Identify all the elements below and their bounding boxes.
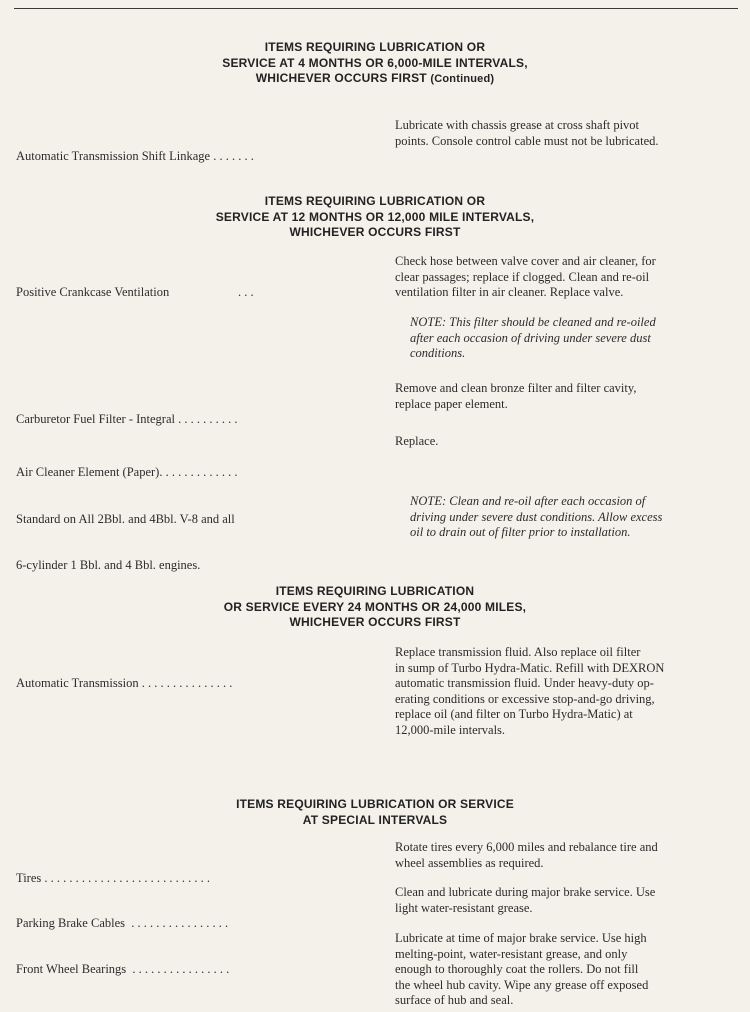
section-heading-4-months: ITEMS REQUIRING LUBRICATION OR SERVICE AT 4 MONTHS OR 6,000-MILE INTERVALS, WHICHEVER OCCURS FIRST (Continued) bbox=[222, 40, 528, 85]
item-front-wheel-bearings: Front Wheel Bearings . . . . . . . . . . . . . . . . bbox=[16, 962, 230, 976]
desc-parking-brake-cables: Clean and lubricate during major brake service. Use light water-resistant grease. bbox=[395, 885, 656, 915]
item-air-cleaner: Air Cleaner Element (Paper). . . . . . . . . . . . . Standard on All 2Bbl. and 4Bbl. V-8 and all 6-cylinder 1 Bbl. and 4 Bbl. engines. bbox=[16, 465, 238, 572]
desc-automatic-transmission: Replace transmission fluid. Also replace oil filter in sump of Turbo Hydra-Matic. Refill with DEXRON automatic transmission fluid. Under heavy-duty op- erating conditions or excessive stop-and-go driving, replace oil (and filter on Turbo Hydra-Matic) at 12,000-mile intervals. bbox=[395, 645, 665, 737]
item-pcv: Positive Crankcase Ventilation . . . bbox=[16, 285, 254, 299]
note-air-cleaner: NOTE: Clean and re-oil after each occasion of driving under severe dust conditions. Allow excess oil to drain out of filter prior to installation. bbox=[410, 494, 663, 539]
item-tires: Tires . . . . . . . . . . . . . . . . . . . . . . . . . . . bbox=[16, 871, 210, 885]
desc-pcv: Check hose between valve cover and air cleaner, for clear passages; replace if clogged. Clean and re-oil ventilation filter in air cleaner. Replace valve. bbox=[395, 254, 656, 299]
item-shift-linkage: Automatic Transmission Shift Linkage . . . . . . . bbox=[16, 149, 254, 163]
desc-tires: Rotate tires every 6,000 miles and rebalance tire and wheel assemblies as required. bbox=[395, 840, 658, 870]
continued-label: (Continued) bbox=[430, 73, 495, 85]
desc-shift-linkage: Lubricate with chassis grease at cross shaft pivot points. Console control cable must not be lubricated. bbox=[395, 118, 659, 148]
item-fuel-filter: Carburetor Fuel Filter - Integral . . . . . . . . . . bbox=[16, 412, 238, 426]
section-heading-24-months: ITEMS REQUIRING LUBRICATION OR SERVICE EVERY 24 MONTHS OR 24,000 MILES, WHICHEVER OCCURS FIRST bbox=[223, 584, 527, 629]
note-pcv: NOTE: This filter should be cleaned and re-oiled after each occasion of driving under severe dust conditions. bbox=[410, 315, 656, 360]
item-automatic-transmission: Automatic Transmission . . . . . . . . . . . . . . . bbox=[16, 676, 233, 690]
item-parking-brake-cables: Parking Brake Cables . . . . . . . . . . . . . . . . bbox=[16, 916, 229, 930]
desc-fuel-filter: Remove and clean bronze filter and filter cavity, replace paper element. bbox=[395, 381, 637, 411]
top-rule bbox=[14, 8, 738, 9]
desc-front-wheel-bearings: Lubricate at time of major brake service. Use high melting-point, water-resistant grease, and only enough to thoroughly coat the rollers. Do not fill the wheel hub cavity. Wipe any grease off exposed surface of hub and seal. bbox=[395, 931, 649, 1007]
section-heading-12-months: ITEMS REQUIRING LUBRICATION OR SERVICE AT 12 MONTHS OR 12,000 MILE INTERVALS, WHICHEVER OCCURS FIRST bbox=[215, 194, 535, 239]
section-heading-special-intervals: ITEMS REQUIRING LUBRICATION OR SERVICE AT SPECIAL INTERVALS bbox=[236, 797, 514, 827]
desc-air-cleaner: Replace. bbox=[395, 434, 439, 448]
